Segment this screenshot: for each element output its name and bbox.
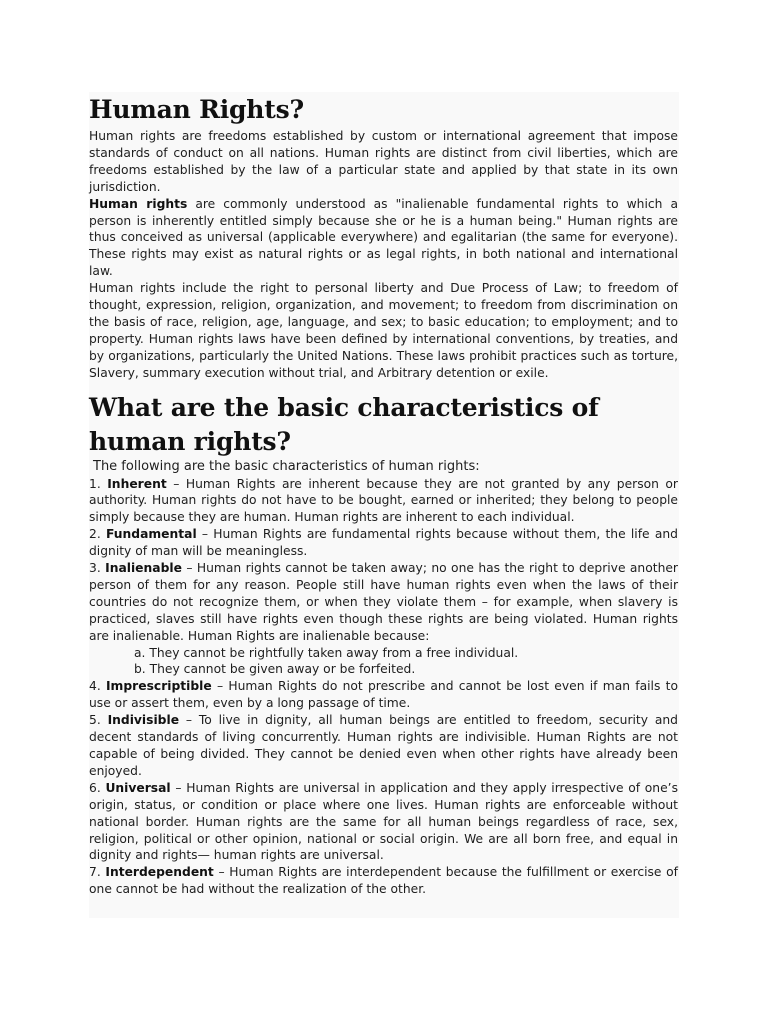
item-term: Interdependent	[105, 865, 214, 880]
paragraph-includes: Human rights include the right to personal liberty and Due Process of Law; to freedom of thought, expression, religion, organization, and movement; to freedom from discrimination on the basis of race, religion, age, language, and sex; to basic education; to employment; and to property. Human rights laws have been defined by international conventions, by treaties, and by organizations, particularly the United Nations. These laws prohibit practices such as torture, Slavery, summary execution without trial, and Arbitrary detention or exile.	[89, 281, 678, 380]
item-text: – Human rights cannot be taken away; no one has the right to deprive another person of them for any reason. People still have human rights even when the laws of their countries do not recognize them, or when they violate them – for example, when slavery is practiced, slaves still have rights even though these rights are being violated. Human rights are inalienable. Human Rights are inalienable because:	[89, 561, 678, 643]
item-term: Fundamental	[105, 527, 197, 542]
bold-term: Human rights	[89, 196, 188, 211]
heading-human-rights: Human Rights?	[89, 95, 304, 124]
item-term: Imprescriptible	[105, 679, 212, 694]
item-number: 6.	[89, 780, 106, 795]
item-number: 3.	[89, 561, 106, 576]
item-text: – Human Rights are fundamental rights because without them, the life and dignity of man will be meaningless.	[89, 527, 678, 559]
list-item-indivisible	[89, 712, 678, 780]
list-item-universal	[89, 780, 678, 865]
list-item-imprescriptible	[89, 678, 678, 712]
item-text: – Human Rights do not prescribe and cannot be lost even if man fails to use or assert them, even by a long passage of time.	[89, 679, 678, 711]
paragraph-understanding	[89, 196, 678, 281]
characteristics-intro: The following are the basic characteristics of human rights:	[93, 458, 480, 474]
sub-item-a: a. They cannot be rightfully taken away from a free individual.	[134, 645, 519, 660]
list-item-interdependent	[89, 864, 678, 898]
list-item-inalienable	[89, 560, 678, 645]
item-term: Inherent	[107, 476, 167, 491]
item-text: – Human Rights are universal in application and they apply irrespective of one’s origin, status, or condition or place where one lives. Human rights are enforceable without national border. Human rights are the same for all human beings regardless of race, sex, religion, political or other opinion, national or social origin. We are all born free, and equal in dignity and rights— human rights are universal.	[89, 780, 678, 863]
item-number: 4.	[89, 679, 106, 694]
item-number: 1.	[89, 476, 108, 491]
item-term: Indivisible	[107, 713, 180, 728]
section-characteristics	[89, 459, 678, 899]
item-number: 7.	[89, 865, 106, 880]
heading-characteristics: What are the basic characteristics of human rights?	[89, 392, 599, 456]
document-content	[89, 92, 678, 898]
list-item-fundamental	[89, 526, 678, 560]
item-term: Inalienable	[105, 561, 182, 576]
item-text: – Human Rights are inherent because they are not granted by any person or authority. Human rights do not have to be bought, earned or inherited; they belong to people simply because they are human. Human rights are inherent to each individual.	[89, 476, 678, 525]
paragraph-definition: Human rights are freedoms established by custom or international agreement that impose standards of conduct on all nations. Human rights are distinct from civil liberties, which are freedoms established by the law of a particular state and applied by that state in its own jurisdiction.	[89, 129, 678, 194]
item-number: 2.	[89, 527, 106, 542]
item-number: 5.	[89, 713, 108, 728]
item-term: Universal	[105, 780, 171, 795]
list-item-inherent	[89, 476, 678, 527]
item-text: – Human Rights are interdependent because the fulfillment or exercise of one cannot be had without the realization of the other.	[89, 865, 678, 897]
section-human-rights	[89, 128, 678, 382]
paragraph-text: are commonly understood as "inalienable fundamental rights to which a person is inherently entitled simply because she or he is a human being." Human rights are thus conceived as universal (applicable everywhere) and egalitarian (the same for everyone). These rights may exist as natural rights or as legal rights, in both national and international law.	[89, 196, 678, 279]
sub-item-b: b. They cannot be given away or be forfeited.	[134, 662, 416, 677]
item-text: – To live in dignity, all human beings are entitled to freedom, security and decent standards of living concurrently. Human rights are indivisible. Human Rights are not capable of being divided. They cannot be denied even when other rights have already been enjoyed.	[89, 713, 678, 778]
